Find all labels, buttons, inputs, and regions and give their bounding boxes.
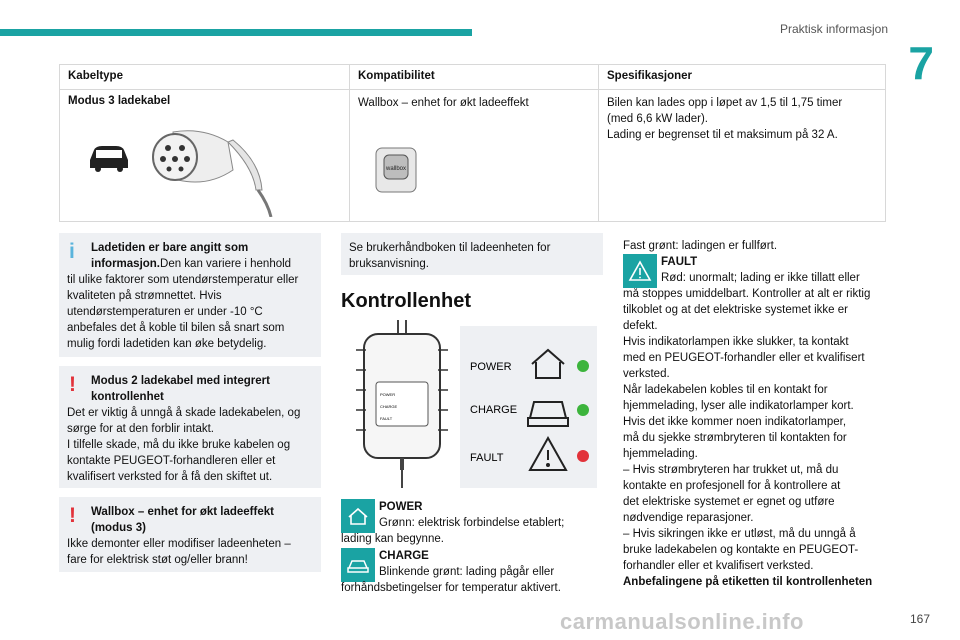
charge-text: Blinkende grønt: lading pågår eller	[379, 566, 555, 578]
intro-box	[341, 233, 603, 275]
cable-type: Modus 3 ladekabel	[68, 95, 171, 107]
body-text: nødvendige reparasjoner.	[623, 512, 754, 524]
power-text: Grønn: elektrisk forbindelse etablert;	[379, 517, 565, 529]
info-icon: i	[69, 240, 75, 263]
plug-icon	[153, 131, 271, 217]
control-unit-illustration	[352, 320, 452, 488]
section-title: Praktisk informasjon	[779, 22, 888, 36]
spec-cell	[599, 90, 886, 222]
body-text-bold: Anbefalingene på etiketten til kontrollenheten	[623, 576, 873, 588]
cable-cell	[60, 90, 350, 222]
body-text: tilkoblet og at det elektriske systemet ikke er	[623, 304, 848, 316]
spec-line: Lading er begrenset til et maksimum på 32 A.	[607, 129, 838, 141]
body-text: defekt.	[623, 320, 658, 332]
charge-led	[577, 404, 589, 416]
device-power-label: POWER	[380, 392, 396, 397]
body-text: må stoppes umiddelbart. Kontroller at alt er riktig	[623, 288, 871, 300]
car-outline-icon	[528, 402, 568, 426]
note-text: anbefales det å koble til bilen så snart som	[67, 322, 285, 334]
power-description	[341, 499, 603, 547]
fault-led	[577, 450, 589, 462]
note-text: kontakte PEUGEOT-forhandleren eller et	[67, 455, 276, 467]
spec-line: (med 6,6 kW lader).	[607, 113, 708, 125]
fault-warning-icon	[623, 254, 657, 288]
indicator-panel-graphic	[460, 326, 597, 488]
compat-text: Wallbox – enhet for økt ladeeffekt	[358, 97, 529, 109]
table-row	[60, 90, 886, 222]
note-text: Den kan variere i henhold	[160, 258, 292, 270]
charge-label: CHARGE	[379, 550, 429, 562]
spec-line: Bilen kan lades opp i løpet av 1,5 til 1,75 timer	[607, 97, 843, 109]
body-text: – Hvis sikringen ikke er utløst, må du unngå å	[623, 528, 856, 540]
power-text: lading kan begynne.	[341, 533, 444, 545]
note-title: Ladetiden er bare angitt som	[91, 242, 249, 254]
note-text: kvaliteten på strømnettet. Hvis	[67, 290, 222, 302]
panel-charge-label: CHARGE	[470, 404, 518, 416]
table-header: Kompatibilitet	[350, 65, 599, 90]
note-text: Det er viktig å unngå å skade ladekabelen, og	[67, 407, 301, 419]
body-text: kontakte en profesjonell for å kontrollere at	[623, 480, 841, 492]
note-text: kvalifisert verksted for å få den skiftet ut.	[67, 471, 273, 483]
power-led	[577, 360, 589, 372]
body-text: forhandler eller et kvalifisert verksted.	[623, 560, 814, 572]
compat-cell	[350, 90, 599, 222]
body-text: Hvis indikatorlampen ikke slukker, ta kontakt	[623, 336, 849, 348]
wallbox-illustration	[374, 146, 418, 194]
note-text: fare for elektrisk støt og/eller brann!	[67, 554, 248, 566]
note-text: til ulike faktorer som utendørstemperatur eller	[67, 274, 299, 286]
note-title: Modus 2 ladekabel med integrert	[91, 375, 270, 387]
panel-fault-label: FAULT	[470, 452, 504, 464]
note-text: Ikke demonter eller modifiser ladeenheten –	[67, 538, 291, 550]
table-header-row	[60, 65, 886, 90]
warning-icon: !	[69, 504, 76, 527]
indicator-panel	[460, 326, 597, 488]
note-title: kontrollenhet	[91, 391, 164, 403]
device-fault-label: FAULT	[380, 416, 393, 421]
wallbox-logo-text: wallbox	[385, 166, 407, 172]
cable-plug-illustration	[78, 112, 278, 217]
body-text: det elektriske systemet er egnet og utføre	[623, 496, 835, 508]
body-text: må du sjekke strømbryteren til kontakten for	[623, 432, 847, 444]
section-heading: Kontrollenhet	[341, 290, 471, 312]
body-text: med en PEUGEOT-forhandler eller et kvalifisert	[623, 352, 865, 364]
fault-label: FAULT	[661, 256, 698, 268]
table-header: Spesifikasjoner	[599, 65, 886, 90]
note-text: I tilfelle skade, må du ikke bruke kabelen og	[67, 439, 291, 451]
table-header: Kabeltype	[60, 65, 350, 90]
device-charge-label: CHARGE	[380, 404, 398, 409]
header-accent-bar	[0, 29, 472, 36]
body-text: Hvis det ikke kommer noen indikatorlamper,	[623, 416, 847, 428]
note-text: sørge for at den forblir intakt.	[67, 423, 215, 435]
page-number: 167	[909, 612, 930, 626]
body-text: bruke ladekabelen og kontakte en PEUGEOT-	[623, 544, 859, 556]
note-title: (modus 3)	[91, 522, 146, 534]
panel-power-label: POWER	[470, 361, 512, 373]
note-text: utendørstemperaturen er under -10 °C	[67, 306, 263, 318]
fault-text: Rød: unormalt; lading er ikke tillatt eller	[661, 272, 860, 284]
info-note	[59, 233, 321, 357]
charge-complete-text: Fast grønt: ladingen er fullført.	[623, 240, 778, 252]
power-label: POWER	[379, 501, 423, 513]
car-icon	[90, 146, 128, 172]
body-text: hjemmelading.	[623, 448, 698, 460]
warning-triangle-icon	[530, 438, 566, 470]
watermark: carmanualsonline.info	[560, 609, 804, 634]
home-icon	[532, 350, 564, 378]
note-text: mulig fordi ladetiden kan øke betydelig.	[67, 338, 267, 350]
body-text: verksted.	[623, 368, 670, 380]
warning-note	[59, 497, 321, 572]
body-text: Når ladekabelen kobles til en kontakt for	[623, 384, 828, 396]
intro-text: Se brukerhåndboken til ladeenheten for	[349, 242, 551, 254]
chapter-number: 7	[908, 37, 934, 89]
warning-note	[59, 366, 321, 488]
intro-text: bruksanvisning.	[349, 258, 429, 270]
body-text: – Hvis strømbryteren har trukket ut, må du	[623, 464, 839, 476]
note-title: Wallbox – enhet for økt ladeeffekt	[91, 506, 274, 518]
charge-text: forhåndsbetingelser for temperatur aktivert.	[341, 582, 561, 594]
body-text: hjemmelading, lyser alle indikatorlamper kort.	[623, 400, 854, 412]
warning-icon: !	[69, 373, 76, 396]
cable-spec-table	[59, 64, 886, 222]
charge-description	[341, 548, 611, 596]
note-title: informasjon.	[91, 258, 161, 270]
fault-section	[623, 238, 893, 590]
